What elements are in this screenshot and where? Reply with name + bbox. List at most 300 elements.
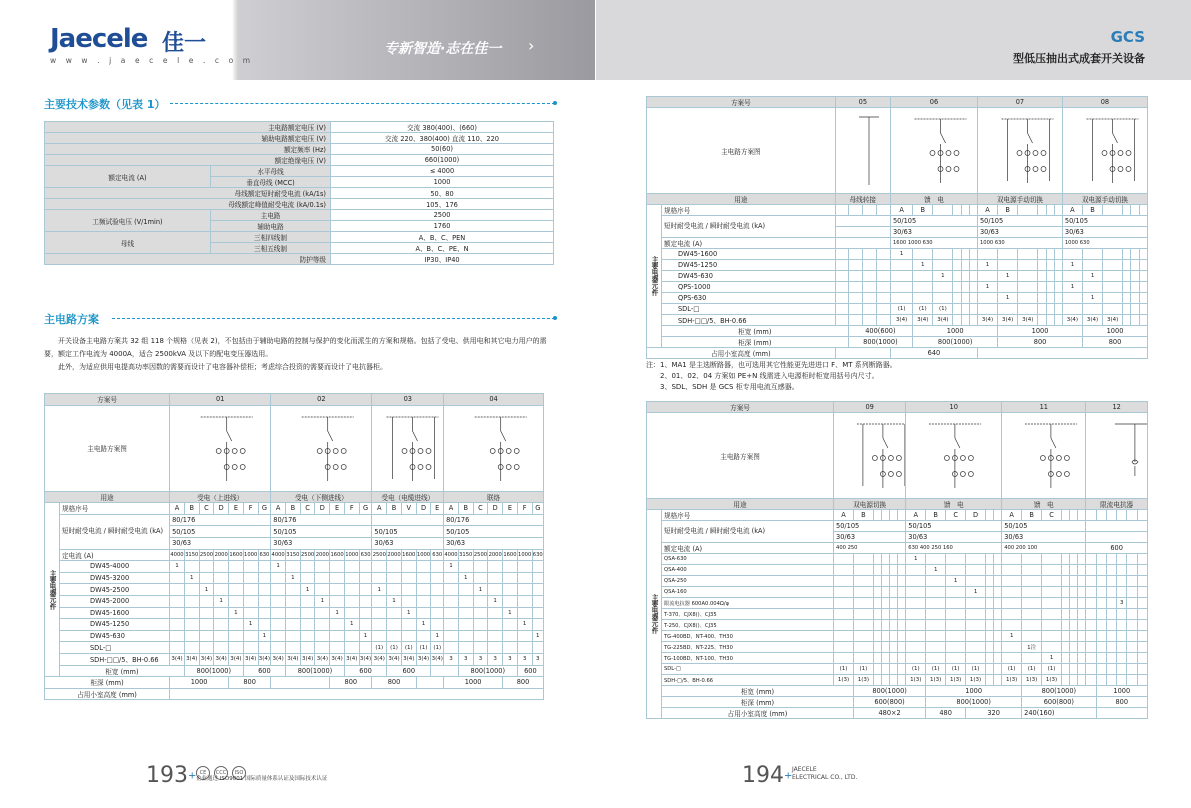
table-cell [1018,304,1038,315]
table-cell [532,561,543,573]
table-row [647,609,1148,620]
table-cell [1117,554,1127,565]
table-cell [401,561,416,573]
table-cell: 4000 [444,549,459,561]
table-cell [969,260,977,271]
table-cell [906,576,926,587]
table-cell [926,576,946,587]
table-cell [300,619,315,631]
table-cell [1131,315,1139,326]
table-row [45,122,554,133]
table-cell [1062,620,1070,631]
table-cell: 3(4) [998,315,1018,326]
table-cell [1117,587,1127,598]
table-cell [1042,576,1062,587]
table-cell [444,572,459,584]
table-row [45,199,554,210]
table-cell: 1 [184,572,199,584]
table-cell: 3(4) [184,653,199,665]
table-cell [1062,554,1070,565]
table-cell: 480 [926,708,966,719]
table-cell: 规格序号 [662,510,834,521]
chevron-right-icon: › [528,36,535,55]
table-cell: 短时耐受电流 / 瞬时耐受电流 (kA) [60,514,170,549]
table-cell [1038,282,1046,293]
table-cell [1127,675,1137,686]
table-cell [994,587,1002,598]
table-cell [170,619,185,631]
table-cell [1086,565,1096,576]
table-cell: 1 [315,595,330,607]
table-cell [517,595,532,607]
table-cell [1123,293,1131,304]
table-row [647,282,1148,293]
table-cell: (1) [431,642,444,654]
table-row [45,166,554,177]
table-row [647,543,1148,554]
table-row [45,619,544,631]
table-cell: 3(4) [933,315,953,326]
table-cell [835,315,848,326]
table-row [45,561,544,573]
table-row [45,405,544,491]
table-cell: G [532,503,543,515]
table-cell: 1(3) [926,675,946,686]
table-cell [848,304,862,315]
table-cell: 1600 [401,549,416,561]
table-cell [1018,249,1038,260]
table-cell [1046,271,1054,282]
table-cell [898,642,906,653]
table-cell [387,561,402,573]
table-cell [330,619,345,631]
table-cell: 1 [933,271,953,282]
table-cell [946,554,966,565]
table-cell [961,260,969,271]
table-cell [1046,205,1054,216]
table-cell [898,598,906,609]
table-cell [977,304,997,315]
table-cell: DW45-630 [662,271,836,282]
table-cell [1042,642,1062,653]
table-cell [488,584,503,596]
table-cell: 30/63 [1062,227,1147,238]
table-cell [1070,675,1078,686]
table-cell: B [286,503,301,515]
table-cell [946,598,966,609]
table-cell [431,584,444,596]
table-cell [1038,315,1046,326]
table-cell: 3 [517,653,532,665]
table-cell [1054,271,1062,282]
table-cell: F [243,503,258,515]
table-cell: 2500 [372,549,387,561]
table-cell: 50(60) [331,144,554,155]
table-cell [1078,576,1086,587]
notes [646,360,897,393]
table-cell [1078,609,1086,620]
table-cell [1127,510,1137,521]
table-cell [953,249,961,260]
table-cell [458,619,473,631]
table-cell [1096,708,1147,719]
table-cell [926,598,946,609]
table-cell: 800 [1083,337,1148,348]
table-cell [184,642,199,654]
table-cell [243,607,258,619]
table-cell [906,587,926,598]
table-row [647,598,1148,609]
table-cell [834,631,854,642]
table-cell: 800(1000) [1022,686,1096,697]
table-cell: SDH-□□/5、BH-0.66 [60,653,170,665]
table-cell: D [315,503,330,515]
table-cell [1096,620,1106,631]
table-cell: (1) [906,664,926,675]
table-cell: 01 [170,394,271,406]
table-cell [1096,510,1106,521]
table-cell: 1 [517,619,532,631]
diagram-cell [906,413,1002,499]
table-cell [969,304,977,315]
table-cell [300,607,315,619]
table-cell: 630 [532,549,543,561]
table-cell: 3(4) [890,315,912,326]
table-cell [1086,653,1096,664]
table-cell: 1 [330,607,345,619]
table-cell [966,554,986,565]
table-cell: (1) [966,664,986,675]
table-row [647,499,1148,510]
table-cell [170,607,185,619]
table-cell [1062,598,1070,609]
table-cell: 主电路 [211,210,331,221]
table-cell [890,664,898,675]
table-cell [286,584,301,596]
table-cell [1054,249,1062,260]
table-cell [1137,576,1147,587]
table-cell: 1 [286,572,301,584]
table-cell [853,576,873,587]
table-cell: 1 [977,260,997,271]
table-cell [488,561,503,573]
table-cell: 2500 [199,549,214,561]
table-row [45,549,544,561]
table-cell [986,587,994,598]
table-cell: 04 [444,394,544,406]
table-cell [1022,565,1042,576]
table-cell [503,572,518,584]
table-cell [853,631,873,642]
table-cell [401,584,416,596]
table-cell [1086,631,1096,642]
table-cell [214,642,229,654]
table-cell [1078,664,1086,675]
table-cell [986,598,994,609]
table-cell [1103,293,1123,304]
table-cell [876,260,890,271]
table-cell: 640 [890,348,977,359]
table-cell: 1 [258,630,271,642]
table-cell [835,271,848,282]
table-cell: B [926,510,946,521]
table-cell: 3 [473,653,488,665]
table-cell: 1 [229,607,244,619]
table-cell [862,304,876,315]
table-cell: A [170,503,185,515]
table-cell: 2000 [214,549,229,561]
table-cell: QSA-160 [662,587,834,598]
table-row [647,271,1148,282]
table-cell [214,572,229,584]
table-cell [835,238,890,249]
table-cell [488,619,503,631]
table-cell: 800(1000) [926,697,1022,708]
table-cell [882,576,890,587]
table-cell: 2000 [387,549,402,561]
table-cell [1078,554,1086,565]
table-cell: 1(3) [966,675,986,686]
table-cell: D [214,503,229,515]
table-cell [532,572,543,584]
table-cell [994,609,1002,620]
table-cell [532,642,543,654]
table-cell: 3(4) [344,653,359,665]
table-cell [517,572,532,584]
circuit-diagram [891,111,978,191]
table-cell [458,584,473,596]
table-row [45,394,544,406]
table-cell [890,675,898,686]
table-cell [926,609,946,620]
table-cell: 限流电抗器 [1086,499,1148,510]
table-cell [882,565,890,576]
table-cell [532,595,543,607]
table-cell [977,348,1147,359]
table-cell: 3150 [286,549,301,561]
table-cell: 1 [998,293,1018,304]
table-cell [961,271,969,282]
table-cell: 3 [444,653,459,665]
table-cell [1038,293,1046,304]
table-cell [986,642,994,653]
table-cell: 800(1000) [286,665,345,677]
table-cell [271,642,286,654]
table-cell [1022,620,1042,631]
table-cell [1002,598,1022,609]
table-cell: (1) [926,664,946,675]
table-cell: 1 [966,587,986,598]
table-cell: C [300,503,315,515]
table-cell [873,620,881,631]
table-cell: 受电（上进线） [170,491,271,503]
table-cell: (1) [401,642,416,654]
table-cell [876,293,890,304]
table-cell [906,631,926,642]
table-cell [271,584,286,596]
table-cell [1096,653,1106,664]
table-cell: 馈 电 [1002,499,1086,510]
table-row [647,293,1148,304]
table-cell [862,205,876,216]
table-cell: 50/105 [444,526,544,538]
table-cell: 03 [372,394,444,406]
table-cell: 占用小室高度 (mm) [647,348,836,359]
table-cell [243,584,258,596]
table-cell [998,260,1018,271]
table-cell [1002,609,1022,620]
scheme-table-09-12 [646,401,1148,719]
table-cell [229,561,244,573]
table-row [45,677,544,689]
table-cell [1042,587,1062,598]
table-cell [876,205,890,216]
table-cell [890,587,898,598]
table-cell [229,595,244,607]
table-cell [1042,565,1062,576]
table-cell [926,620,946,631]
table-cell [882,664,890,675]
table-cell: DW45-1600 [60,607,170,619]
table-cell: 2000 [488,549,503,561]
table-cell [258,595,271,607]
table-cell [953,315,961,326]
table-cell [473,595,488,607]
table-cell [372,607,387,619]
table-cell [913,249,933,260]
table-cell: 1(3) [853,675,873,686]
table-cell [882,609,890,620]
table-cell: 1(3) [1042,675,1062,686]
table-cell [359,642,372,654]
table-cell [1086,587,1096,598]
table-cell: 1600 [229,549,244,561]
table-cell: 30/63 [890,227,977,238]
table-cell [372,514,444,526]
table-cell: 800(1000) [848,337,913,348]
table-cell: C [199,503,214,515]
table-cell: 1 [926,565,946,576]
table-cell: B [998,205,1018,216]
table-cell [271,677,330,689]
table-cell [906,565,926,576]
table-cell [1070,598,1078,609]
table-cell [1046,260,1054,271]
table-cell: 馈 电 [890,194,977,205]
right-page [596,0,1191,808]
table-cell [946,642,966,653]
table-cell: SDH-□□/5、BH-0.66 [662,315,836,326]
table-cell: 母线转接 [835,194,890,205]
table-cell: 1000 [926,686,1022,697]
table-cell: 630 400 250 160 [906,543,1002,554]
table-cell [994,554,1002,565]
table-cell [1106,631,1116,642]
table-cell [946,587,966,598]
table-cell: 3150 [458,549,473,561]
table-row [647,675,1148,686]
table-cell [986,653,994,664]
table-cell [170,642,185,654]
table-cell: A [372,503,387,515]
table-cell [503,642,518,654]
table-cell [1096,609,1106,620]
table-cell: 母线额定峰值耐受电流 (kA/0.1s) [45,199,331,210]
table-cell [1070,554,1078,565]
table-cell [1117,620,1127,631]
table-cell [517,642,532,654]
table-cell [986,510,994,521]
table-cell [1042,631,1062,642]
cert-text: 企业通过 ISO9001 国际质量体系认证及国际技术认证 [196,776,328,782]
table-cell [873,664,881,675]
table-cell [1103,304,1123,315]
table-row [647,554,1148,565]
table-cell [401,630,416,642]
table-cell: 额定频率 (Hz) [45,144,331,155]
table-cell [1070,510,1078,521]
table-cell [1096,664,1106,675]
table-cell [199,572,214,584]
table-row [647,402,1148,413]
table-cell: 800(1000) [458,665,517,677]
table-cell [1137,642,1147,653]
table-cell [1083,282,1103,293]
table-cell [926,631,946,642]
table-cell [1131,271,1139,282]
table-row [647,337,1148,348]
table-cell [986,609,994,620]
table-row [45,595,544,607]
table-cell [1086,642,1096,653]
table-cell [1070,642,1078,653]
table-cell [966,609,986,620]
website-url: w w w . j a e c e l e . c o m [50,56,254,65]
table-row [647,304,1148,315]
table-cell: B [1083,205,1103,216]
table-cell [969,249,977,260]
table-cell [848,260,862,271]
table-cell [1123,260,1131,271]
table-cell [473,619,488,631]
table-cell [966,565,986,576]
table-cell [184,561,199,573]
table-cell: ≤ 4000 [331,166,554,177]
table-cell: D [488,503,503,515]
table-cell [1046,282,1054,293]
table-cell [1002,653,1022,664]
table-cell: 50、80 [331,188,554,199]
table-row [647,521,1148,532]
table-cell: 800(1000) [184,665,243,677]
table-cell [330,572,345,584]
table-cell: 1000 [517,549,532,561]
intro-paragraph: 开关设备主电路方案共 32 组 118 个规格（见表 2)，不包括由于辅助电路的控制与保护的变化而派生的方案和规格。包括了受电、供用电和其它电力用户的需要，额定工作电流为 4000A，适合 2500kVA 及以下的配电变压器选用。 [44,337,547,358]
diagram-cell [1086,413,1148,499]
table-cell: 800 [229,677,271,689]
table-cell [229,619,244,631]
table-cell: 30/63 [834,532,906,543]
table-cell [458,642,473,654]
table-cell: 3 [1117,598,1127,609]
table-row [647,587,1148,598]
table-cell [873,609,881,620]
table-row [45,254,554,265]
table-row [647,216,1148,227]
table-cell [184,619,199,631]
table-cell [853,554,873,565]
table-cell: 1000 [1083,326,1148,337]
